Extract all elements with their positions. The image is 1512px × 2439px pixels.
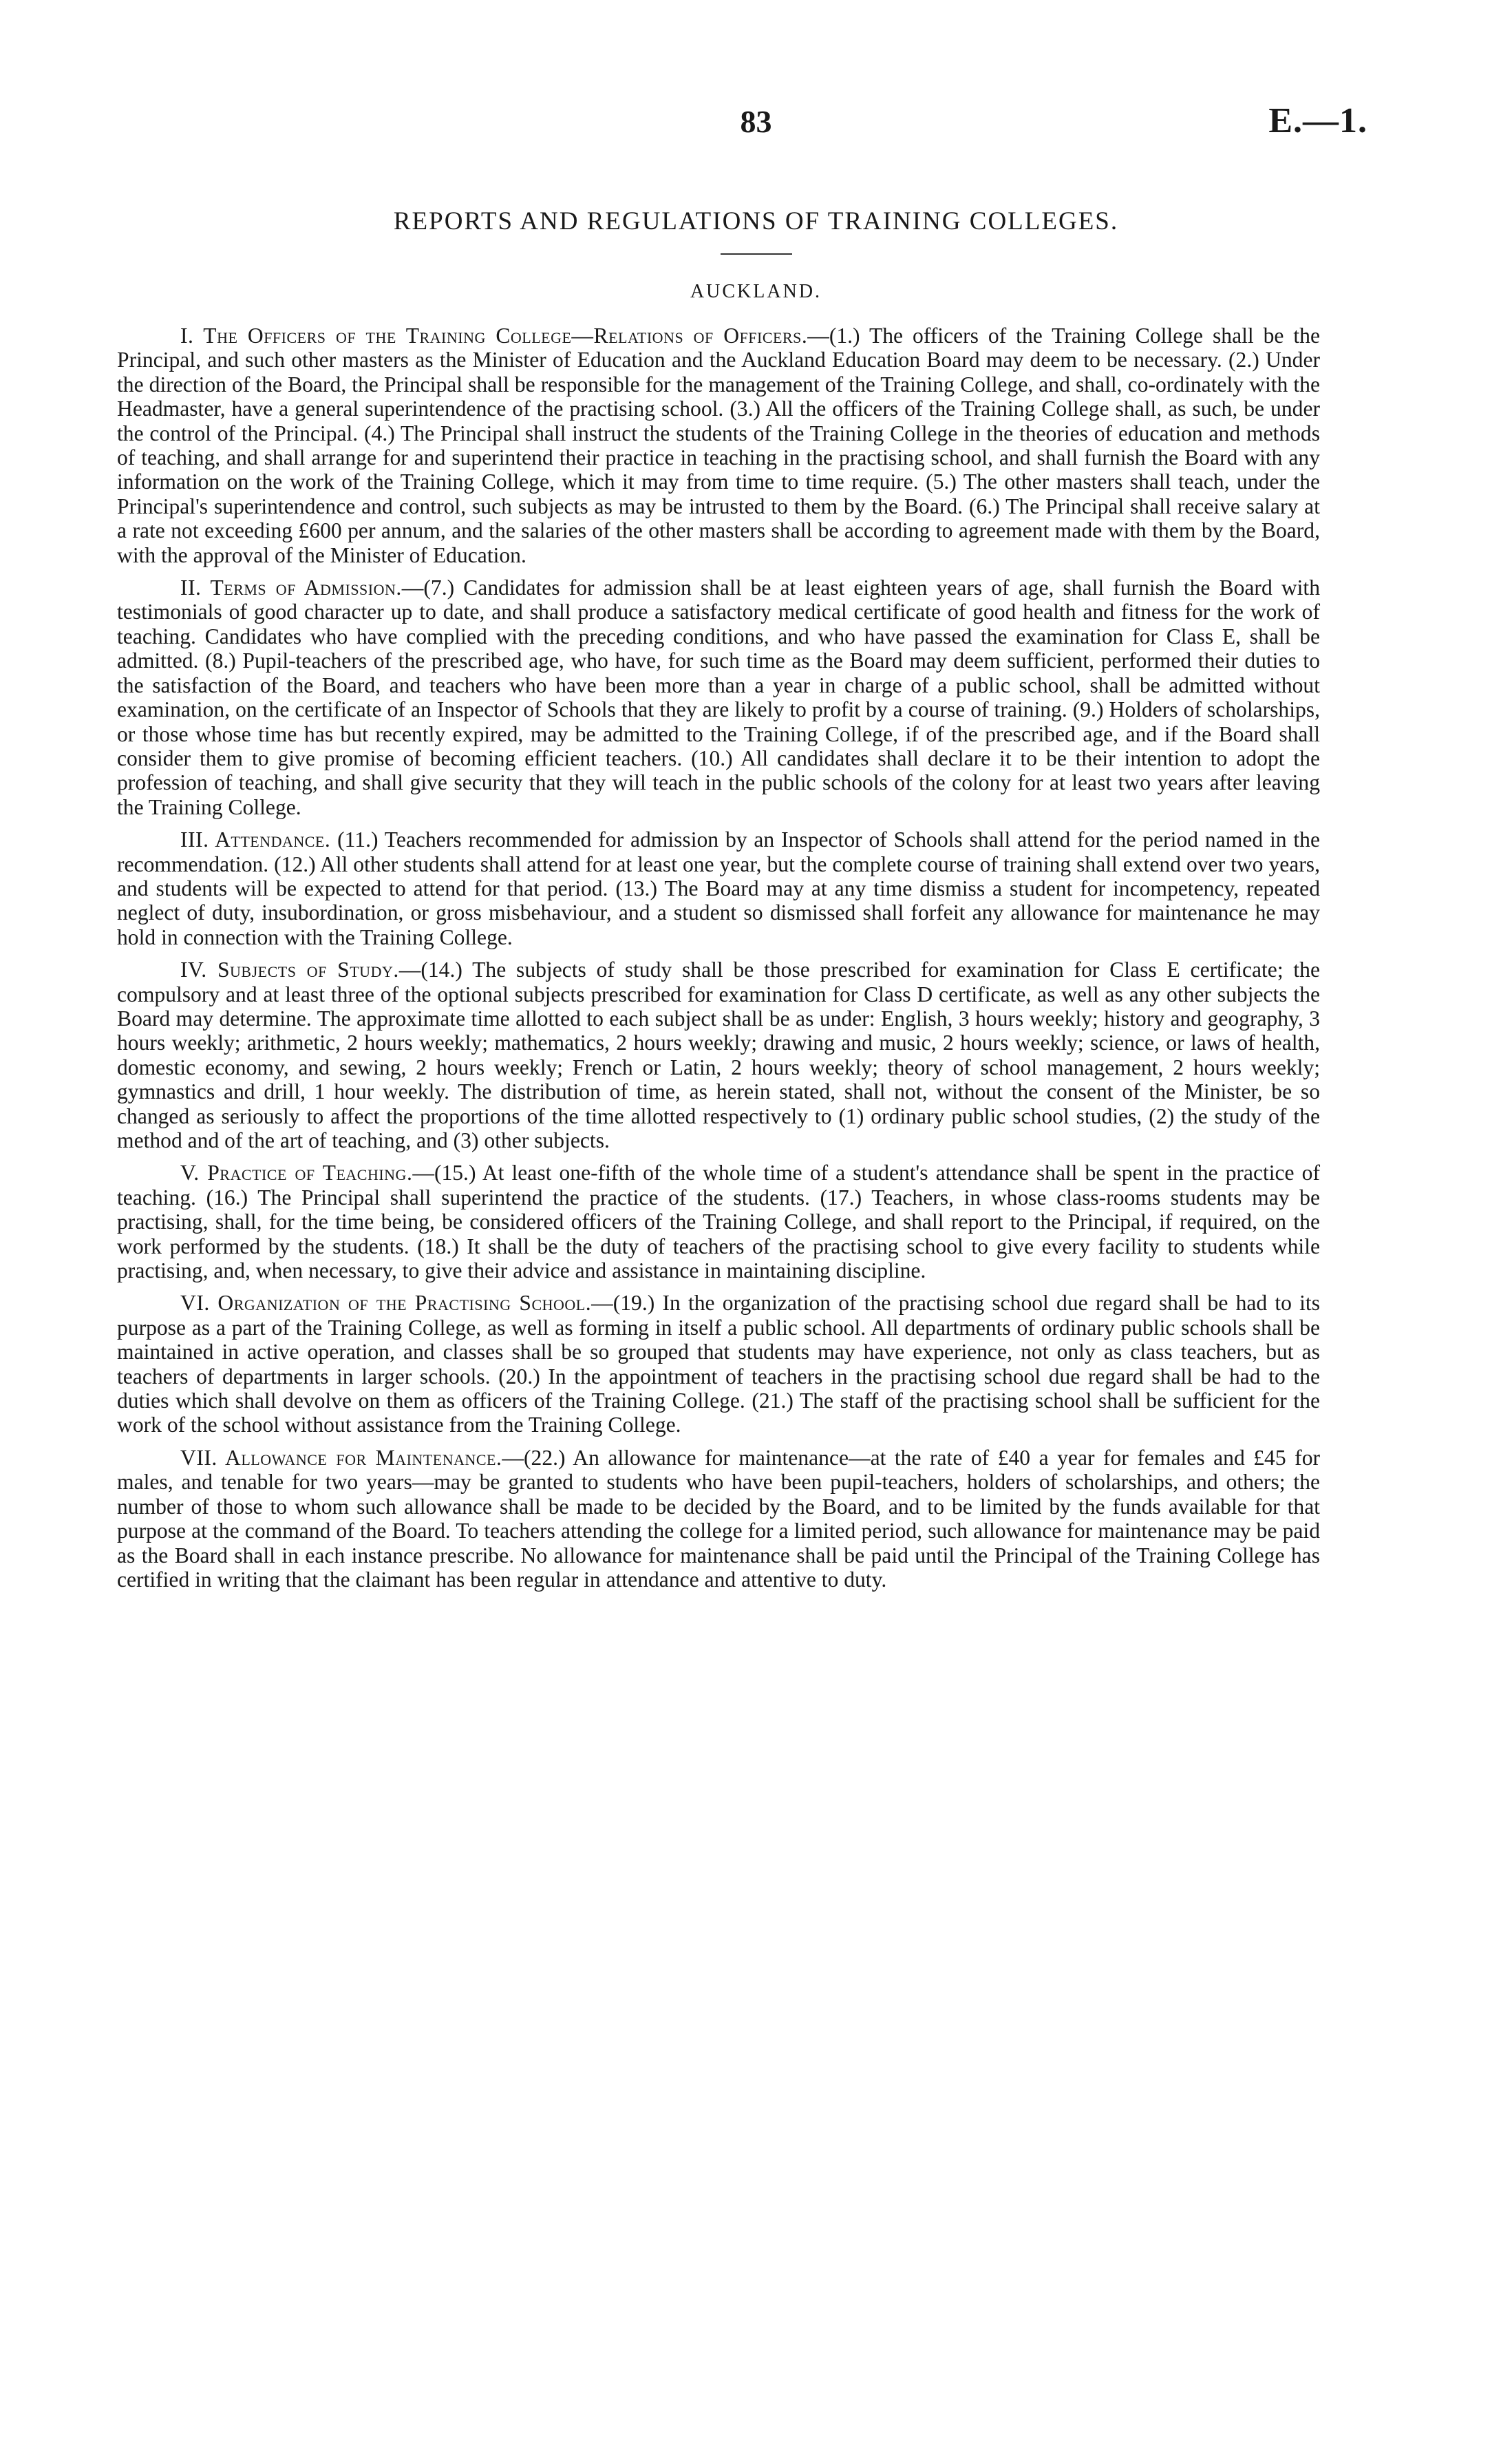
section-text: —(14.) The subjects of study shall be those prescribed for examination for Class E certificate; the compulsory and at least three of the optional subjects prescribed for examination for Class D certificate, as well as any other subjects the Board may determine. The approximate time allotted to each subject shall be as under: English, 3 hours weekly; history and geography, 3 hours weekly; arithmetic, 2 hours weekly; mathematics, 2 hours weekly; drawing and music, 2 hours weekly; science, or laws of health, domestic economy, and sewing, 2 hours weekly; French or Latin, 2 hours weekly; theory of school management, 2 hours weekly; gymnastics and drill, 1 hour weekly. The distribution of time, as herein stated, shall not, without the consent of the Minister, be so changed as seriously to affect the proportions of the time allotted respectively to (1) ordinary public school studies, (2) the study of the method and of the art of teaching, and (3) other subjects. <box>117 958 1320 1152</box>
section-subjects <box>117 958 1320 1152</box>
section-organization <box>117 1291 1320 1437</box>
section-heading: VI. Organization of the Practising School. <box>180 1291 592 1316</box>
page-reference: E.—1. <box>1268 101 1367 140</box>
section-admission <box>117 576 1320 819</box>
section-text: (11.) Teachers recommended for admission by an Inspector of Schools shall attend for the period named in the recommendation. (12.) All other students shall attend for at least one year, but the complete course of training shall extend over two years, and students will be expected to attend for that period. (13.) The Board may at any time dismiss a student for incompetency, repeated neglect of duty, insubordination, or gross misbehaviour, and a student so dismissed shall forfeit any allowance for maintenance he may hold in connection with the Training College. <box>117 827 1321 949</box>
section-text: —(19.) In the organization of the practising school due regard shall be had to its purpose as a part of the Training College, as well as forming in itself a public school. All departments of ordinary public schools shall be maintained in active operation, and classes shall be so grouped that students may have experience, not only as class teachers, but as teachers of departments in larger schools. (20.) In the appointment of teachers in the practising school due regard shall be had to the duties which shall devolve on them as officers of the Training College. (21.) The staff of the practising school shall be sufficient for the work of the school without assistance from the Training College. <box>117 1291 1320 1437</box>
page-number: 83 <box>740 104 772 139</box>
regulations-body <box>117 324 1320 1600</box>
section-text: —(15.) At least one-fifth of the whole time of a student's attendance shall be spent in the practice of teaching. (16.) The Principal shall superintend the practice of the students. (17.) Teachers, in whose class-rooms students may be practising, shall, for the time being, be considered officers of the Training College, and shall report to the Principal, if required, on the work performed by the students. (18.) It shall be the duty of teachers of the practising school to give every facility to students while practising, and, when necessary, to give their advice and assistance in maintaining discipline. <box>117 1161 1320 1283</box>
section-maintenance <box>117 1446 1320 1592</box>
section-heading: II. Terms of Admission. <box>180 576 402 600</box>
section-heading: VII. Allowance for Maintenance. <box>180 1445 502 1470</box>
title-divider <box>721 253 792 255</box>
section-heading: III. Attendance. <box>180 827 331 852</box>
section-heading: V. Practice of Teaching. <box>180 1161 413 1185</box>
section-text: —(22.) An allowance for maintenance—at the rate of £40 a year for females and £45 for males, and tenable for two years—may be granted to students who have been pupil-teachers, holders of scholarships, and others; the number of those to whom such allowance shall be made to be decided by the Board, and to be limited by the funds available for that purpose at the command of the Board. To teachers attending the college for a limited period, such allowance for maintenance may be paid as the Board shall in each instance prescribe. No allowance for maintenance shall be paid until the Principal of the Training College has certified in writing that the claimant has been regular in attendance and attentive to duty. <box>117 1445 1321 1592</box>
section-heading: IV. Subjects of Study. <box>180 958 399 982</box>
section-title-auckland: AUCKLAND. <box>690 281 822 302</box>
section-heading: I. The Officers of the Training College—Relations of Officers. <box>180 324 808 348</box>
section-text: —(1.) The officers of the Training College shall be the Principal, and such other masters as the Minister of Education and the Auckland Education Board may deem to be necessary. (2.) Under the direction of the Board, the Principal shall be responsible for the management of the Training College, and shall, co-ordinately with the Headmaster, have a general superintendence of the practising school. (3.) All the officers of the Training College shall, as such, be under the control of the Principal. (4.) The Principal shall instruct the students of the Training College in the theories of education and methods of teaching, and shall arrange for and superintend their practice in teaching in the practising school, and shall furnish the Board with any information on the work of the Training College, which it may from time to time require. (5.) The other masters shall teach, under the Principal's superintendence and control, such subjects as may be intrusted to them by the Board. (6.) The Principal shall receive salary at a rate not exceeding £600 per annum, and the salaries of the other masters shall be according to agreement made with them by the Board, with the approval of the Minister of Education. <box>117 324 1320 567</box>
section-text: —(7.) Candidates for admission shall be at least eighteen years of age, shall furnish the Board with testimonials of good character up to date, and shall produce a satisfactory medical certificate of good health and fitness for the work of teaching. Candidates who have complied with the preceding conditions, and who have passed the examination for Class E, shall be admitted. (8.) Pupil-teachers of the prescribed age, who have, for such time as the Board may deem sufficient, performed their duties to the satisfaction of the Board, and teachers who have been more than a year in charge of a public school, shall be admitted without examination, on the certificate of an Inspector of Schools that they are likely to profit by a course of training. (9.) Holders of scholarships, or those whose time has but recently expired, may be admitted to the Training College, if of the prescribed age, and if the Board shall consider them to give promise of becoming efficient teachers. (10.) All candidates shall declare it to be their intention to adopt the profession of teaching, and shall give security that they will teach in the public schools of the colony for at least two years after leaving the Training College. <box>117 576 1320 819</box>
section-attendance <box>117 827 1320 949</box>
section-officers <box>117 324 1320 567</box>
section-practice <box>117 1161 1320 1282</box>
page-title: REPORTS AND REGULATIONS OF TRAINING COLLEGES. <box>393 207 1119 235</box>
